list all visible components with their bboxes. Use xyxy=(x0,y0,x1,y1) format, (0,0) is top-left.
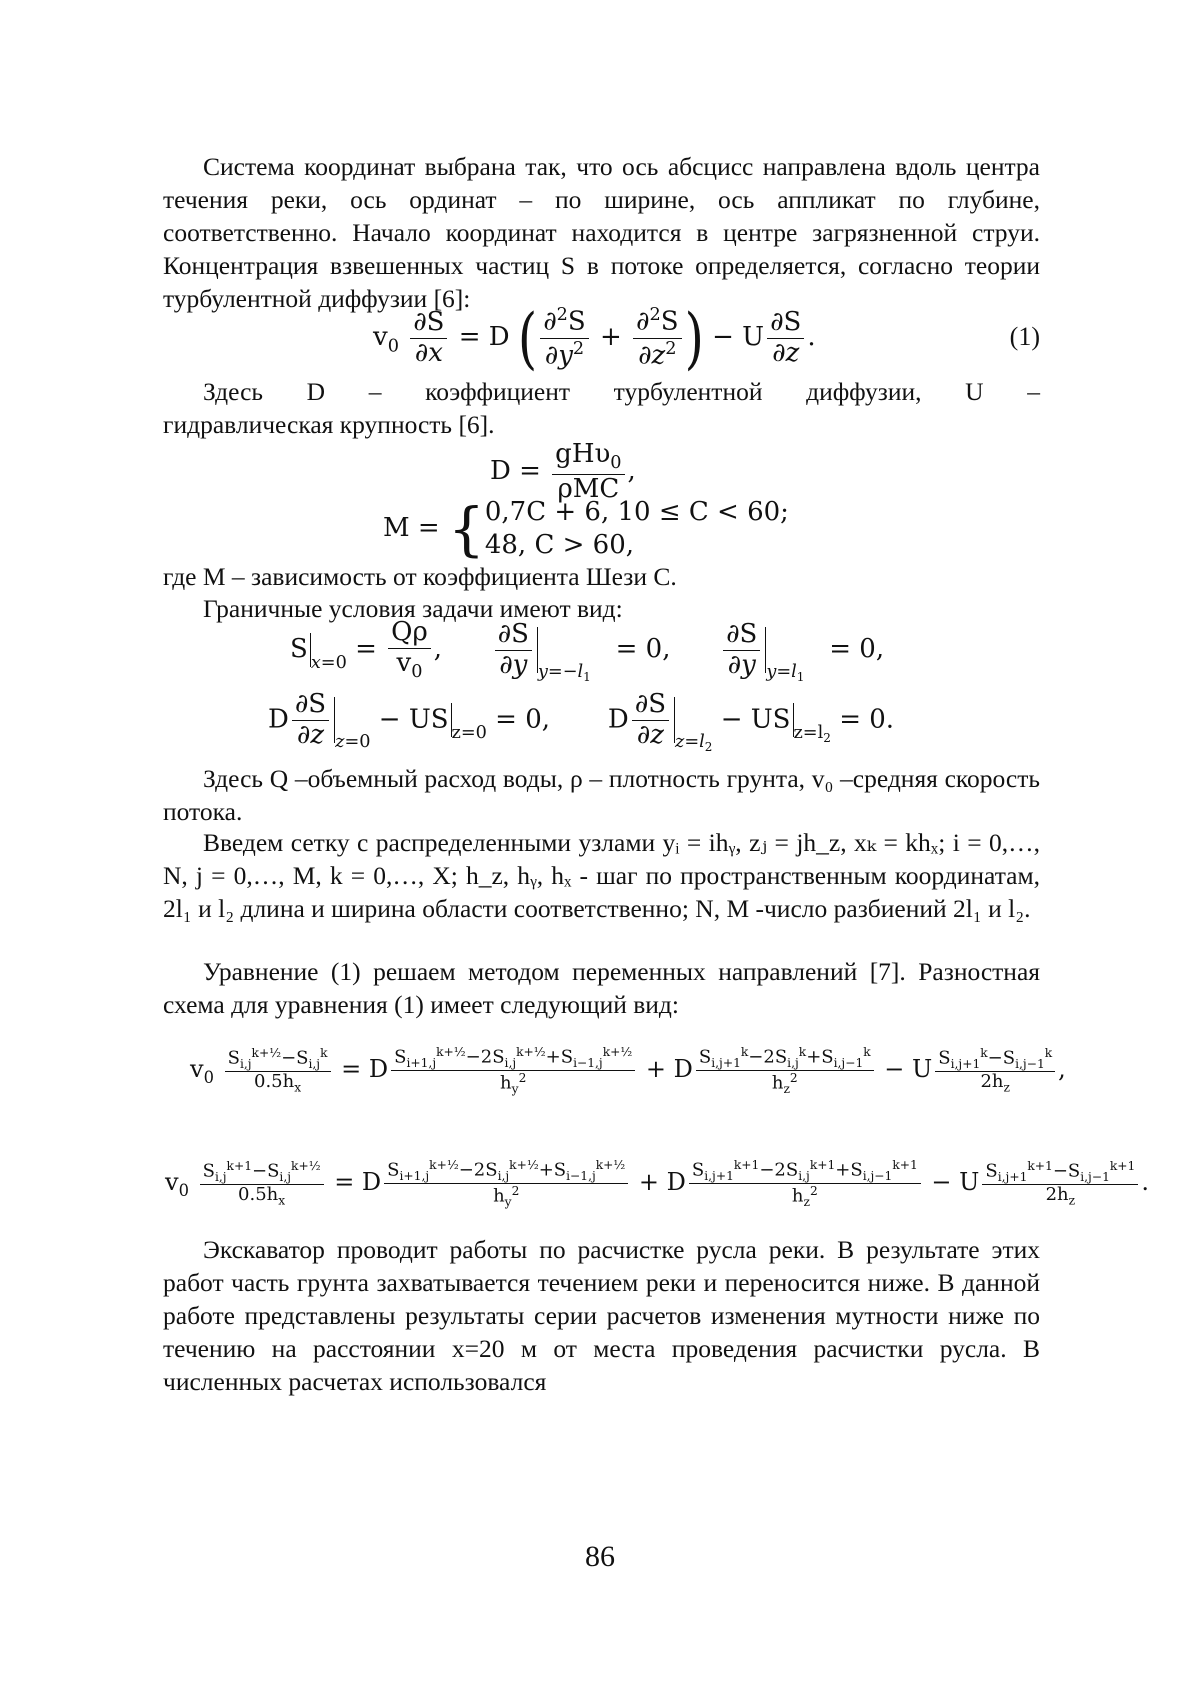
paragraph-m-note: где M – зависимость от коэффициента Шези C. xyxy=(163,562,677,591)
boundary-conditions-row-2: D $\frac{\partial S}{\partial z}$ z=0 − US z=0 = 0, D $\frac{\partial S}{\partial z}$ $z=l_2$ − US $z=l_2 = 0$. xyxy=(268,689,895,755)
equation-1-number: (1) xyxy=(1009,322,1040,351)
equation-1: $v_0$ $\frac{\partial S}{\partial x}$ = D ( $\frac{\partial^2S}{\partial y^2}$ + $\frac{\partial^2S}{\partial z^2}$ ) − U $\frac{\partial S}{\partial z}$ . xyxy=(373,298,816,378)
boundary-conditions-row-1: S x=0 = $\frac{Q\rho}{v_0}$ , $\frac{\partial S}{\partial y}$ $y=-l_1 = 0$, $\frac{\partial S}{\partial y}$ $y=l_1 = 0$, xyxy=(290,617,885,684)
paragraph-q-definition: Здесь Q –объемный расход воды, ρ – плотность грунта, v₀ –средняя скорость потока. xyxy=(163,764,1040,826)
page-number: 86 xyxy=(585,1540,615,1573)
paragraph-hydraulic: гидравлическая крупность [6]. xyxy=(163,410,495,439)
m-case-1: 0,7C + 6, 10 ≤ C < 60; xyxy=(484,497,789,527)
m-case-2: 48, C > 60, xyxy=(484,530,635,560)
paragraph-grid: Введем сетку с распределенными узлами yᵢ = ihᵧ, zⱼ = jh_z, xₖ = khₓ; i = 0,…, N, j = 0,…, M, k = 0,…, X; h_z, hᵧ, hₓ - шаг по пространственным координатам, 2l₁ и l₂ длина и ширина области соответственно; N, M -число разбиений 2l₁ и l₂. xyxy=(163,828,1040,923)
equation-d: D = $\frac{gH\upsilon_0}{\text{ρMC}}$ , xyxy=(490,439,636,504)
paragraph-d-definition: Здесь D – коэффициент турбулентной диффузии, U – xyxy=(203,377,1040,406)
equation-m: M = {0,7C + 6, 10 ≤ C < 60; 48, C > 60, xyxy=(383,495,789,563)
paragraph-method: Уравнение (1) решаем методом переменных направлений [7]. Разностная схема для уравнения (1) имеет следующий вид: xyxy=(163,957,1040,1019)
paragraph-excavator: Экскаватор проводит работы по расчистке русла реки. В результате этих работ часть грунта захватывается течением реки и переносится ниже. В данной работе представлены результаты серии расчетов изменения мутности ниже по течению на расстоянии x=20 м от места проведения расчистки русла. В численных расчетах использовался xyxy=(163,1235,1040,1396)
paragraph-boundary: Граничные условия задачи имеют вид: xyxy=(203,594,623,623)
paragraph-intro: Система координат выбрана так, что ось абсцисс направлена вдоль центра течения реки, ось ординат – по ширине, ось аппликат по глубине, соответственно. Начало координат находится в центре загрязненной струи. Концентрация взвешенных частиц S в потоке определяется, согласно теории турбулентной диффузии [6]: xyxy=(163,152,1040,313)
difference-scheme-full-step: $v_0$ $\frac{S_{i,j}^{k+1}-S_{i,j}^{k+\frac{1}{2}}}{0.5h_x}$ = D $\frac{S_{i+1,j}^{k+\frac{1}{2}}-2S_{i,j}^{k+\frac{1}{2}}+S_{i-1,j}^{k+\frac{1}{2}}}{h_y^2}$ + D $\frac{S_{i,j+1}^{k+1}-2S_{i,j}^{k+1}+S_{i,j-1}^{k+1}}{h_z^2}$ − U $\frac{S_{i,j+1}^{k+1}-S_{i,j-1}^{k+1}}{2h_z}$ . xyxy=(165,1158,1149,1210)
difference-scheme-half-step: $v_0$ $\frac{S_{i,j}^{k+\frac{1}{2}}-S_{i,j}^k}{0.5h_x}$ = D $\frac{S_{i+1,j}^{k+\frac{1}{2}}-2S_{i,j}^{k+\frac{1}{2}}+S_{i-1,j}^{k+\frac{1}{2}}}{h_y^2}$ + D $\frac{S_{i,j+1}^k-2S_{i,j}^k+S_{i,j-1}^k}{h_z^2}$ − U $\frac{S_{i,j+1}^k-S_{i,j-1}^k}{2h_z}$ , xyxy=(190,1045,1066,1097)
